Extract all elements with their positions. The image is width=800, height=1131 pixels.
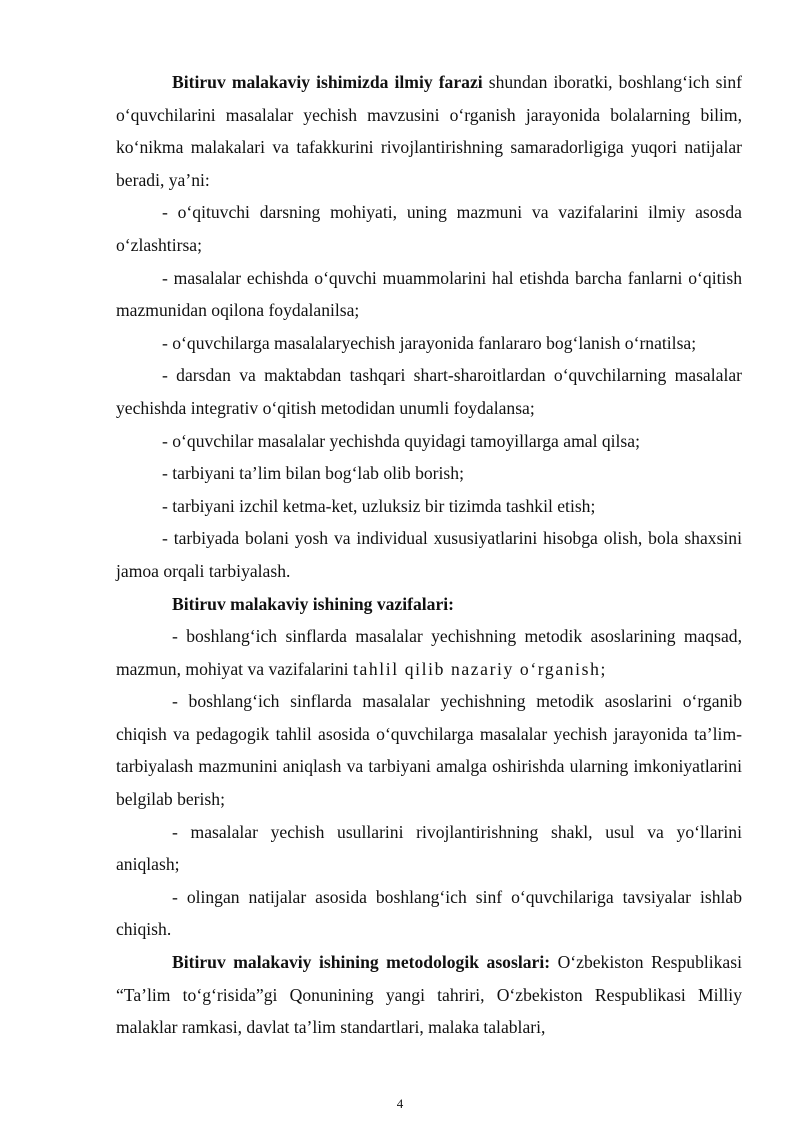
list-item: - o‘qituvchi darsning mohiyati, uning mazmuni va vazifalarini ilmiy asosda o‘zlashtirsa; [116,202,742,255]
task-item: - masalalar yechish usullarini rivojlantirishning shakl, usul va yo‘llarini aniqlash; [116,821,742,875]
methodology-paragraph [116,946,742,1044]
list-item: - darsdan va maktabdan tashqari shart-sharoitlardan o‘quvchilarning masalalar yechishda integrativ o‘qitish metodidan unumli foydalansa; [116,365,742,418]
task-item: - olingan natijalar asosida boshlang‘ich sinf o‘quvchilariga tavsiyalar ishlab chiqish. [116,886,742,940]
task-item: - boshlang‘ich sinflarda masalalar yechishning metodik asoslarini o‘rganib chiqish va pedagogik tahlil asosida o‘quvchilarga masalalar yechish jarayonida ta’lim- tarbiyalash mazmunini aniqlash va tarbiyani amalga oshirishda ularning imkoniyatlarini belgilab berish; [116,691,742,810]
document-body [116,66,742,1044]
list-item: - tarbiyani izchil ketma-ket, uzluksiz bir tizimda tashkil etish; [162,495,596,516]
hypothesis-paragraph [116,66,742,196]
hypothesis-heading: Bitiruv malakaviy ishimizda ilmiy farazi [172,72,483,92]
methodology-text: O‘zbekiston Respublikasi “Ta’lim to‘g‘risida”gi Qonunining yangi tahriri, O‘zbekiston Respublikasi Milliy malaklar ramkasi, davlat ta’lim standartlari, malaka talablari, [116,952,742,1038]
tasks-heading: Bitiruv malakaviy ishining vazifalari: [172,593,455,614]
list-item: - o‘quvchilar masalalar yechishda quyidagi tamoyillarga amal qilsa; [162,430,640,451]
list-item: - masalalar echishda o‘quvchi muammolarini hal etishda barcha fanlarni o‘qitish mazmunidan oqilona foydalanilsa; [116,267,742,321]
list-item: - tarbiyani ta’lim bilan bog‘lab olib borish; [162,463,464,484]
hypothesis-text: shundan iboratki, boshlang‘ich sinf o‘quvchilarini masalalar yechish mavzusini o‘rganish jarayonida bolalarning bilim, ko‘nikma malakalari va tafakkurini rivojlantirishning samaradorligiga yuqori natijalar beradi, ya’ni: [116,72,742,190]
task-item: - boshlang‘ich sinflarda masalalar yechishning metodik asoslarining maqsad, mazmun, mohiyat va vazifalarini tahlil qilib nazariy o‘rganish; [116,626,742,679]
page-number: 4 [396,1096,404,1111]
methodology-heading: Bitiruv malakaviy ishining metodologik asoslari: [172,952,551,973]
list-item: - tarbiyada bolani yosh va individual xususiyatlarini hisobga olish, bola shaxsini jamoa orqali tarbiyalash. [116,528,742,581]
list-item: - o‘quvchilarga masalalaryechish jarayonida fanlararo bog‘lanish o‘rnatilsa; [162,332,697,353]
